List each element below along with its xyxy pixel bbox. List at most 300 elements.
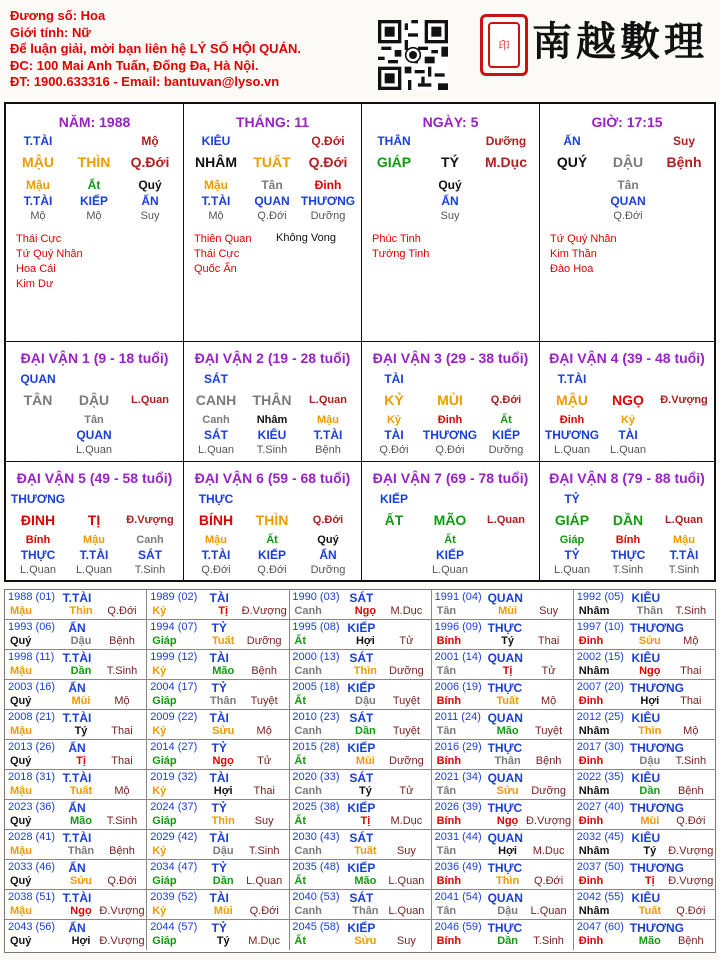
year-god: SÁT: [349, 771, 374, 785]
year-god: QUAN: [487, 831, 523, 845]
year-state: Q.Đới: [107, 605, 137, 617]
year-label: 1993 (06): [8, 621, 56, 633]
hidden-stem: Ất: [266, 534, 278, 546]
owner-info: [10, 8, 370, 91]
year-cell: [432, 890, 574, 920]
year-can: Giáp: [152, 815, 177, 827]
hidden-god: T.TÀI: [669, 548, 699, 562]
year-label: 1996 (09): [434, 621, 482, 633]
hidden-stem: Mậu: [673, 534, 695, 546]
year-state: Đ.Vượng: [241, 605, 287, 617]
pillar-value: QUÝ: [556, 154, 588, 170]
hidden-state: L.Quan: [431, 564, 469, 576]
year-can: Canh: [294, 665, 322, 677]
year-label: 2038 (51): [8, 891, 56, 903]
year-chi: Tuất: [69, 785, 93, 797]
dai-van-title: ĐẠI VẬN 6 (59 - 68 tuổi): [194, 470, 351, 486]
year-cell: [574, 830, 716, 860]
hidden-god: KIẾP: [435, 548, 464, 562]
year-can: Giáp: [152, 695, 177, 707]
hidden-state: L.Quan: [609, 444, 647, 456]
year-can: Kỷ: [152, 665, 167, 677]
year-chi: Ngọ: [212, 755, 234, 767]
year-chi: Thân: [67, 845, 95, 857]
pillar-value: Mậu: [204, 178, 228, 192]
year-can: Đinh: [578, 875, 604, 887]
dai-van-god: T.TÀI: [557, 372, 587, 386]
dai-van-chi: DẬU: [78, 392, 110, 408]
year-cell: [289, 740, 431, 770]
year-label: 2002 (15): [576, 651, 624, 663]
pillar-value: QUAN: [610, 194, 646, 208]
pillar-notes: [16, 232, 83, 292]
pillar-notes: [372, 232, 429, 262]
year-chi: Thân: [210, 695, 237, 707]
dai-van-can: KỶ: [384, 392, 404, 408]
pillar-value: Mộ: [208, 210, 224, 222]
year-god: THỰC: [487, 801, 523, 815]
hidden-god: THƯƠNG: [422, 428, 478, 442]
year-label: 2028 (41): [8, 831, 56, 843]
dai-van-cell: [184, 462, 362, 580]
seal-mark: 印: [488, 22, 520, 68]
hidden-god: QUAN: [76, 428, 112, 442]
year-chi: Tị: [502, 665, 513, 677]
pillar-cell: [6, 104, 184, 342]
year-label: 2000 (13): [292, 651, 340, 663]
year-state: Bệnh: [109, 845, 135, 857]
year-chi: Ngọ: [496, 815, 519, 827]
pillar-cell: [540, 104, 714, 342]
dai-van-title: ĐẠI VẬN 5 (49 - 58 tuổi): [16, 470, 173, 486]
year-label: 2001 (14): [434, 651, 482, 663]
pillar-value: THƯƠNG: [300, 194, 356, 208]
year-state: T.Sinh: [248, 845, 280, 857]
year-cell: [5, 710, 147, 740]
hidden-state: Q.Đới: [435, 444, 465, 456]
year-state: Tử: [399, 635, 414, 647]
year-cell: [289, 590, 431, 620]
year-chi: Hợi: [640, 695, 660, 707]
year-chi: Thìn: [353, 665, 377, 677]
year-label: 2039 (52): [150, 891, 198, 903]
pillar-value: MẬU: [22, 154, 54, 170]
year-label: 1990 (03): [292, 591, 340, 603]
dai-van-cell: [540, 342, 714, 462]
year-chi: Sửu: [212, 725, 235, 737]
year-label: 2029 (42): [150, 831, 198, 843]
dai-van-chi: MÃO: [433, 512, 467, 528]
year-god: SÁT: [349, 651, 374, 665]
year-can: Kỷ: [152, 605, 167, 617]
chart-grid: [4, 102, 716, 582]
year-state: Q.Đới: [533, 875, 564, 887]
hidden-stem: Đinh: [437, 414, 463, 426]
contact-phone-email: ĐT: 1900.633316 - Email: bantuvan@lyso.vn: [10, 74, 280, 89]
year-god: QUAN: [487, 711, 523, 725]
year-chi: Tý: [643, 845, 657, 857]
pillar-title: NGÀY: 5: [422, 114, 479, 130]
hidden-god: TÀI: [618, 428, 638, 442]
year-cell: [432, 710, 574, 740]
year-god: KIÊU: [631, 711, 661, 725]
hidden-stem: Canh: [202, 414, 230, 426]
hidden-god: KIẾP: [491, 428, 520, 442]
year-god: ẤN: [68, 741, 86, 755]
year-can: Ất: [294, 815, 306, 827]
year-cell: [289, 830, 431, 860]
year-god: TỶ: [211, 921, 227, 935]
hidden-stem: Đinh: [559, 414, 585, 426]
year-chi: Thìn: [495, 875, 520, 887]
year-state: Dưỡng: [389, 665, 424, 677]
dai-van-god: THƯƠNG: [10, 492, 66, 506]
year-cell: [147, 800, 289, 830]
year-can: Mậu: [10, 785, 32, 797]
note-star: Tướng Tinh: [372, 248, 430, 260]
year-label: 2020 (33): [292, 771, 340, 783]
pillar-value: T.TÀI: [23, 194, 53, 208]
year-can: Đinh: [578, 695, 604, 707]
year-chi: Dậu: [497, 905, 518, 917]
hidden-god: THỰC: [20, 548, 56, 562]
year-cell: [5, 920, 147, 950]
year-can: Canh: [294, 845, 322, 857]
year-can: Bính: [436, 695, 462, 707]
dai-van-cell: [184, 342, 362, 462]
year-cell: [147, 740, 289, 770]
pillar-value: Mộ: [141, 134, 159, 148]
year-state: Q.Đới: [249, 905, 279, 917]
year-label: 2031 (44): [434, 831, 482, 843]
pillar-value: Q.Đới: [308, 154, 348, 170]
year-cell: [574, 860, 716, 890]
year-chi: Dậu: [212, 845, 234, 857]
hidden-state: Q.Đới: [257, 564, 287, 576]
year-state: Bệnh: [109, 635, 135, 647]
hidden-god: T.TÀI: [313, 428, 343, 442]
pillar-value: Q.Đới: [130, 154, 170, 170]
note-star: Kim Thần: [550, 248, 597, 260]
qr-code-icon: [378, 20, 448, 90]
year-god: TỶ: [211, 621, 227, 635]
year-cell: [289, 620, 431, 650]
year-can: Mậu: [10, 725, 32, 737]
dai-van-god: THỰC: [198, 492, 234, 506]
year-can: Tân: [436, 905, 457, 917]
year-chi: Thân: [352, 905, 379, 917]
pillar-value: M.Dục: [485, 154, 527, 170]
year-god: TÀI: [209, 891, 229, 905]
pillar-value: THÌN: [77, 154, 111, 170]
year-god: KIÊU: [631, 651, 661, 665]
year-cell: [5, 830, 147, 860]
year-label: 2046 (59): [434, 921, 482, 933]
hidden-stem: Ất: [500, 414, 512, 426]
pillar-value: GIÁP: [376, 154, 412, 170]
year-god: KIẾP: [347, 861, 376, 875]
year-god: THƯƠNG: [629, 681, 684, 695]
year-label: 2019 (32): [150, 771, 198, 783]
dai-van-can: TÂN: [23, 392, 53, 408]
year-chi: Tuất: [354, 845, 377, 857]
year-can: Bính: [436, 935, 462, 947]
year-god: TỶ: [211, 861, 227, 875]
year-can: Đinh: [578, 635, 604, 647]
year-can: Kỷ: [152, 905, 167, 917]
year-cell: [574, 740, 716, 770]
pillar-value: Ất: [87, 178, 101, 192]
dai-van-cell: [362, 462, 540, 580]
year-state: Mộ: [114, 785, 130, 797]
year-cell: [432, 680, 574, 710]
year-label: 2007 (20): [576, 681, 624, 693]
year-chi: Tý: [358, 785, 372, 797]
dai-van-state: Đ.Vượng: [660, 394, 708, 406]
year-label: 2017 (30): [576, 741, 624, 753]
year-can: Quý: [10, 635, 32, 647]
note-star: Tứ Quý Nhân: [16, 248, 83, 260]
year-god: TÀI: [209, 591, 229, 605]
dai-van-can: ẤT: [384, 512, 404, 528]
year-label: 2015 (28): [292, 741, 340, 753]
pillar-value: THÂN: [377, 134, 411, 148]
year-god: T.TÀI: [62, 831, 92, 845]
hidden-god: TÀI: [384, 428, 404, 442]
year-god: SÁT: [349, 711, 374, 725]
dai-van-title: ĐẠI VẬN 7 (69 - 78 tuổi): [372, 470, 529, 486]
year-state: Tuyệt: [535, 725, 563, 737]
year-label: 1995 (08): [292, 621, 340, 633]
hidden-stem: Ất: [444, 534, 456, 546]
year-god: THƯƠNG: [629, 861, 684, 875]
dai-van-title: ĐẠI VẬN 3 (29 - 38 tuổi): [372, 350, 529, 366]
year-label: 2018 (31): [8, 771, 56, 783]
dai-van-chi: MÙI: [437, 392, 463, 408]
year-chi: Dần: [497, 935, 518, 947]
year-state: Thai: [537, 635, 560, 647]
year-chi: Tuất: [638, 905, 661, 917]
year-can: Giáp: [152, 635, 177, 647]
pillar-value: Dưỡng: [485, 134, 527, 148]
year-can: Nhâm: [578, 785, 610, 797]
year-chi: Dần: [355, 725, 376, 737]
dai-van-god: SÁT: [204, 372, 228, 386]
year-state: Thai: [253, 785, 275, 797]
year-can: Mậu: [10, 605, 32, 617]
hidden-stem: Quý: [317, 534, 339, 546]
year-label: 1991 (04): [434, 591, 482, 603]
year-god: KIẾP: [347, 921, 376, 935]
pillar-value: Mộ: [30, 210, 46, 222]
pillar-value: Q.Đới: [257, 210, 287, 222]
year-god: ẤN: [68, 921, 86, 935]
year-state: Thai: [111, 725, 133, 737]
year-cell: [574, 920, 716, 950]
dai-van-state: Q.Đới: [312, 514, 344, 526]
year-state: T.Sinh: [533, 935, 564, 947]
dai-van-can: CANH: [195, 392, 237, 408]
year-state: Tử: [541, 665, 556, 677]
year-cell: [147, 590, 289, 620]
dai-van-cell: [6, 462, 184, 580]
note-star: Thái Cực: [16, 233, 62, 245]
year-chi: Tị: [76, 755, 86, 767]
year-state: Mộ: [114, 695, 130, 707]
year-chi: Tuất: [496, 695, 519, 707]
year-god: KIÊU: [631, 591, 661, 605]
dai-van-chi: THÌN: [255, 512, 289, 528]
year-god: SÁT: [349, 591, 374, 605]
dai-van-can: ĐINH: [20, 512, 56, 528]
year-can: Mậu: [10, 905, 32, 917]
year-cell: [432, 740, 574, 770]
year-label: 2003 (16): [8, 681, 56, 693]
pillar-value: TÝ: [441, 154, 459, 170]
year-state: M.Dục: [248, 935, 281, 947]
year-cell: [574, 620, 716, 650]
year-label: 2033 (46): [8, 861, 56, 873]
year-god: T.TÀI: [62, 771, 92, 785]
year-state: Suy: [396, 935, 416, 947]
pillar-value: Đinh: [314, 178, 342, 192]
year-state: T.Sinh: [106, 665, 138, 677]
hidden-god: T.TÀI: [79, 548, 109, 562]
year-label: 2026 (39): [434, 801, 482, 813]
year-can: Đinh: [578, 935, 604, 947]
hidden-stem: Bính: [25, 534, 51, 546]
year-can: Đinh: [578, 815, 604, 827]
year-can: Nhâm: [578, 605, 610, 617]
year-state: Đ.Vượng: [668, 845, 714, 857]
pillar-value: Quý: [138, 178, 162, 192]
year-state: Dưỡng: [531, 785, 566, 797]
year-cell: [432, 920, 574, 950]
year-label: 2025 (38): [292, 801, 340, 813]
hidden-state: Q.Đới: [379, 444, 409, 456]
year-state: Tử: [399, 785, 414, 797]
year-chi: Ngọ: [639, 665, 661, 677]
pillar-value: Tân: [617, 178, 639, 192]
hidden-stem: Mậu: [83, 534, 105, 546]
pillar-value: T.TÀI: [201, 194, 231, 208]
year-god: ẤN: [68, 621, 86, 635]
year-can: Nhâm: [578, 845, 610, 857]
pillar-value: NHÂM: [195, 154, 237, 170]
year-label: 2006 (19): [434, 681, 482, 693]
year-cell: [574, 710, 716, 740]
year-label: 1992 (05): [576, 591, 624, 603]
year-label: 2008 (21): [8, 711, 56, 723]
year-chi: Dần: [639, 785, 661, 797]
hidden-state: Q.Đới: [201, 564, 231, 576]
year-cell: [147, 680, 289, 710]
pillar-title: THÁNG: 11: [235, 114, 310, 130]
year-can: Mậu: [10, 845, 32, 857]
year-chi: Hợi: [213, 785, 233, 797]
year-cell: [574, 770, 716, 800]
hidden-state: L.Quan: [553, 564, 591, 576]
pillar-value: Suy: [440, 210, 460, 222]
year-can: Bính: [436, 875, 462, 887]
year-god: TỶ: [211, 741, 227, 755]
year-god: KIẾP: [347, 681, 376, 695]
year-god: THỰC: [487, 921, 523, 935]
pillar-value: Dưỡng: [310, 210, 346, 222]
hidden-god: TỶ: [564, 548, 580, 562]
year-god: THƯƠNG: [629, 801, 684, 815]
year-state: Q.Đới: [107, 875, 137, 887]
pillar-value: Mộ: [86, 210, 102, 222]
year-cell: [5, 740, 147, 770]
year-god: THƯƠNG: [629, 741, 684, 755]
year-god: THỰC: [487, 681, 523, 695]
dai-van-cell: [540, 462, 714, 580]
note-star: Quốc Ấn: [194, 263, 237, 275]
year-cell: [574, 590, 716, 620]
year-state: Suy: [539, 605, 559, 617]
year-god: THỰC: [487, 621, 523, 635]
year-cell: [574, 800, 716, 830]
dai-van-title: ĐẠI VẬN 8 (79 - 88 tuổi): [549, 470, 705, 486]
note-star: Hoa Cái: [16, 263, 56, 275]
year-state: Tử: [257, 755, 272, 767]
year-can: Giáp: [152, 935, 177, 947]
year-cell: [147, 770, 289, 800]
year-can: Quý: [10, 935, 32, 947]
year-state: Bệnh: [535, 755, 562, 767]
year-state: Tuyệt: [392, 725, 420, 737]
year-god: KIẾP: [347, 801, 376, 815]
year-label: 2035 (48): [292, 861, 340, 873]
year-god: ẤN: [68, 801, 86, 815]
year-label: 2043 (56): [8, 921, 56, 933]
year-can: Mậu: [10, 665, 32, 677]
year-label: 2036 (49): [434, 861, 482, 873]
year-god: T.TÀI: [62, 891, 92, 905]
year-god: QUAN: [487, 651, 523, 665]
hidden-state: L.Quan: [553, 444, 591, 456]
brand-logo: 南越數理: [532, 18, 708, 65]
dai-van-god: QUAN: [20, 372, 56, 386]
year-can: Canh: [294, 725, 322, 737]
year-cell: [147, 890, 289, 920]
note-star: Thiên Quan: [194, 233, 252, 245]
pillar-notes: [194, 232, 251, 277]
year-can: Đinh: [578, 755, 604, 767]
year-cell: [147, 650, 289, 680]
pillar-value: Q.Đới: [613, 210, 643, 222]
note-star: Thái Cực: [194, 248, 240, 260]
year-can: Giáp: [152, 875, 177, 887]
pillar-cell: [184, 104, 362, 342]
dai-van-state: Q.Đới: [490, 394, 522, 406]
year-state: Dưỡng: [246, 635, 282, 647]
year-state: T.Sinh: [106, 815, 138, 827]
year-chi: Tị: [360, 815, 371, 827]
dai-van-title: ĐẠI VẬN 1 (9 - 18 tuổi): [20, 350, 169, 366]
year-god: TÀI: [209, 831, 229, 845]
year-can: Tân: [436, 845, 457, 857]
year-god: THỰC: [487, 741, 523, 755]
hidden-state: T.Sinh: [612, 564, 644, 576]
dai-van-title: ĐẠI VẬN 4 (39 - 48 tuổi): [549, 350, 705, 366]
year-label: 2023 (36): [8, 801, 56, 813]
year-god: KIÊU: [631, 831, 661, 845]
year-can: Ất: [294, 635, 306, 647]
hidden-state: L.Quan: [75, 564, 113, 576]
pillar-value: ẤN: [441, 194, 459, 208]
